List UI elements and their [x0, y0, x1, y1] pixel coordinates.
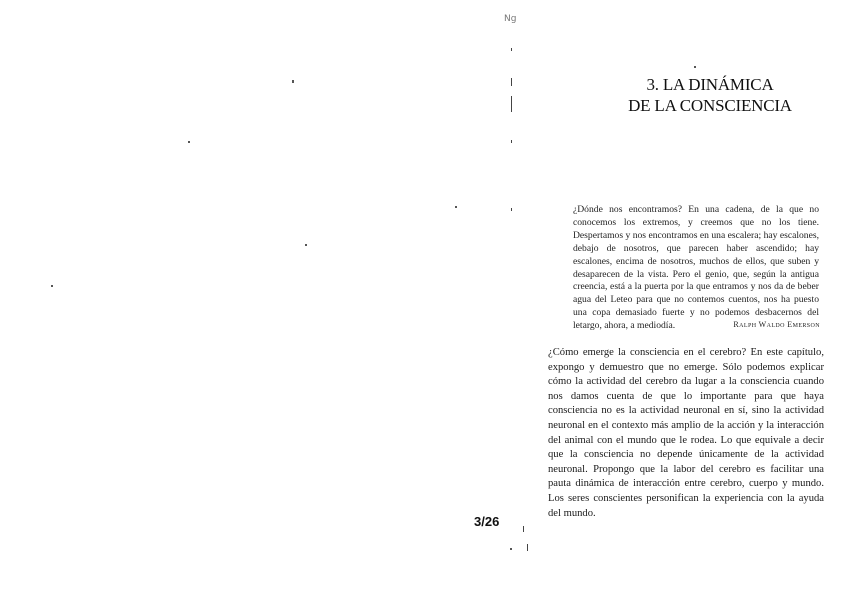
page-counter: 3/26 — [474, 514, 500, 529]
scan-speck — [292, 80, 294, 83]
right-page — [510, 0, 848, 601]
epigraph-author: Ralph Waldo Emerson — [733, 320, 820, 329]
epigraph-quote: ¿Dónde nos encontramos? En una cadena, de la que no conocemos los extremos, y creemos que no los tiene. Despertamos y nos encontramos en una escalera; hay escalones, debajo de nosotros, que parecen haber ascendido; hay escalones, encima de nosotros, muchos de ellos, que suben y desaparecen de la vista. Pero el genio, que, según la antigua creencia, está a la puerta por la que entramos y nos da de beber agua del Leteo para que no contemos cuentos, nos ha puesto una copa demasiado fuerte y no podemos desbacernos del letargo, ahora, a mediodía. — [573, 204, 819, 332]
chapter-body-paragraph: ¿Cómo emerge la consciencia en el cerebro? En este capítulo, expongo y demuestro que no emerge. Sólo podemos explicar cómo la actividad del cerebro da lugar a la consciencia cuando nos damos cuenta de que lo importante para que haya consciencia no es la actividad neuronal en sí, sino la actividad neuronal en el contexto más amplio de la acción y la interacción del animal con el mundo que le rodea. Lo que equivale a decir que la consciencia no depende únicamente de la actividad neuronal. Propongo que la labor del cerebro es facilitar una pauta dinámica de interacción entre cerebro, cuerpo y mundo. Los seres conscientes personifican la experiencia con la ayuda del mundo. — [548, 347, 824, 519]
scan-speck — [51, 285, 53, 287]
scan-speck — [694, 66, 696, 68]
scan-stamp: Ng — [504, 14, 517, 24]
scan-speck — [188, 141, 190, 143]
chapter-title-line-2: DE LA CONSCIENCIA — [628, 96, 792, 115]
chapter-title — [600, 74, 820, 116]
chapter-title-line-1: 3. LA DINÁMICA — [646, 75, 774, 94]
scan-speck — [305, 244, 307, 246]
scan-speck — [455, 206, 457, 208]
